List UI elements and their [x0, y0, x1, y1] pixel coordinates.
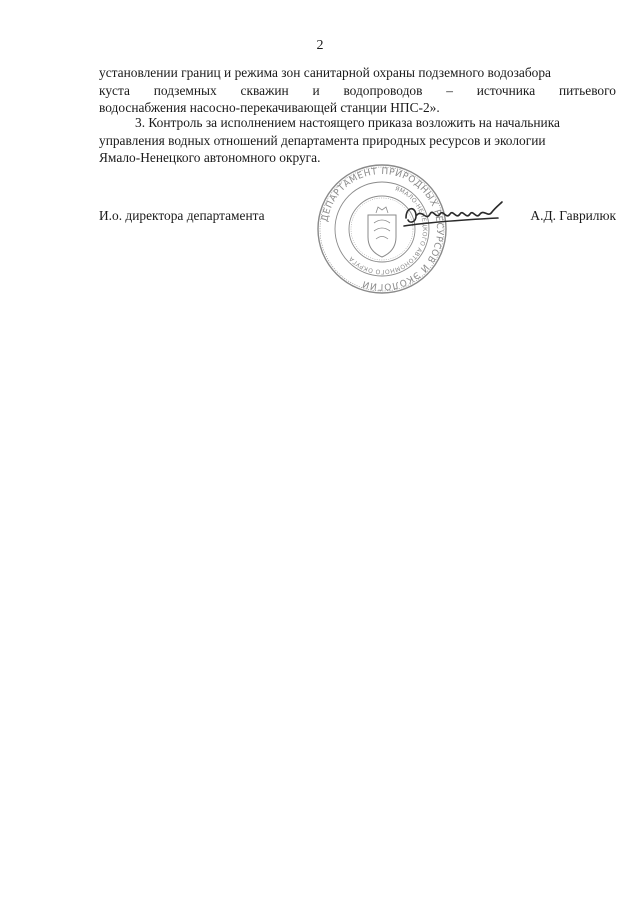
word: куста	[99, 82, 130, 98]
page-number: 2	[316, 38, 324, 53]
crown-icon	[376, 207, 388, 213]
text-run: установлении границ и режима зон санитарной охраны подземного водозабора	[99, 65, 551, 80]
coat-of-arms-icon	[368, 215, 396, 257]
handwritten-signature	[400, 196, 506, 236]
paragraph-1	[99, 64, 616, 117]
seal-inner-text: ЯМАЛО-НЕНЕЦКОГО АВТОНОМНОГО ОКРУГА	[347, 185, 429, 276]
text-run: управления водных отношений департамента природных ресурсов и экологии	[99, 132, 546, 148]
paragraph-1-line-1	[99, 64, 616, 82]
word: –	[446, 82, 453, 98]
paragraph-1-line-2	[99, 82, 616, 100]
emblem-detail-icon	[374, 220, 390, 239]
word: питьевого	[558, 82, 616, 98]
paragraph-2-line-2	[99, 132, 616, 150]
signatory-title: И.о. директора департамента	[99, 208, 265, 223]
seal-outer-text: ДЕПАРТАМЕНТ ПРИРОДНЫХ РЕСУРСОВ И ЭКОЛОГИИ	[320, 166, 445, 292]
word: скважин	[240, 82, 289, 98]
word: и	[312, 82, 320, 98]
word: подземных	[153, 82, 217, 98]
paragraph-2	[99, 114, 616, 167]
signatory-name: А.Д. Гаврилюк	[530, 208, 616, 223]
word: водопроводов	[343, 82, 423, 98]
text-run: водоснабжения насосно-перекачивающей станции НПС-2».	[99, 100, 440, 115]
paragraph-2-line-1	[99, 114, 616, 132]
text-run: 3. Контроль за исполнением настоящего приказа возложить на начальника	[135, 115, 560, 130]
word: источника	[476, 82, 536, 98]
text-run: Ямало-Ненецкого автономного округа.	[99, 150, 321, 165]
